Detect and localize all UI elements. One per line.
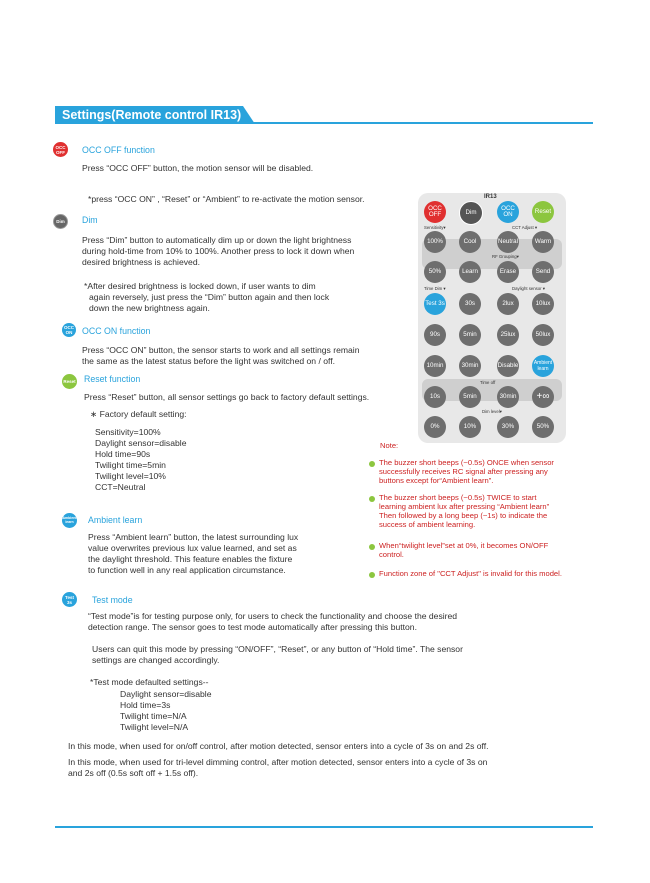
dim-icon: Dim	[53, 214, 68, 229]
remote-erase-button[interactable]: Erase	[497, 261, 519, 283]
remote-warm-button[interactable]: Warm	[532, 231, 554, 253]
remote-sensitivity-label: Sensitivity▾	[424, 225, 446, 230]
note-bullet-1	[369, 461, 375, 467]
occ-off-title: OCC OFF function	[82, 145, 155, 155]
remote-daylight-label: Daylight sensor ▾	[512, 286, 545, 291]
occ-off-icon: OCC OFF	[53, 142, 68, 157]
note-1-line-1: The buzzer short beeps (~0.5s) ONCE when sensor	[379, 458, 554, 467]
remote-occ-on-button[interactable]: OCC ON	[497, 201, 519, 223]
remote-time-dim-label: Time Dim ▾	[424, 286, 446, 291]
note-2-line-2: learning ambient lux after pressing “Ambient learn”	[379, 502, 550, 511]
remote-10lux-button[interactable]: 10lux	[532, 293, 554, 315]
test-default-twilight-time: Twilight time=N/A	[120, 711, 187, 721]
remote-test-button[interactable]: Test 3s	[424, 293, 446, 315]
occ-on-icon: OCC ON	[64, 325, 74, 335]
remote-5min-off-button[interactable]: 5min	[459, 386, 481, 408]
note-3-line-2: control.	[379, 550, 404, 559]
occ-off-text: Press “OCC OFF” button, the motion sensor will be disabled.	[82, 163, 314, 173]
test-defaults-title: *Test mode defaulted settings--	[90, 677, 209, 687]
test-default-twilight-level: Twilight level=N/A	[120, 722, 189, 732]
remote-learn-button[interactable]: Learn	[459, 261, 481, 283]
remote-30min-off-button[interactable]: 30min	[497, 386, 519, 408]
note-1-line-2: successfully receives RC signal after pressing any	[379, 467, 548, 476]
ambient-text-1: Press “Ambient learn” button, the latest surrounding lux	[88, 532, 299, 542]
ambient-text-2: value overwrites previous lux value learned, and set as	[88, 543, 297, 553]
reset-icon: Reset	[62, 374, 77, 389]
default-twilight-level: Twilight level=10%	[95, 471, 166, 481]
default-cct: CCT=Neutral	[95, 482, 146, 492]
occ-on-text-2: the same as the latest status before the light was switched on / off.	[82, 356, 336, 366]
remote-cool-button[interactable]: Cool	[459, 231, 481, 253]
remote-dim-button[interactable]: Dim	[459, 201, 483, 225]
remote-90s-button[interactable]: 90s	[424, 324, 446, 346]
remote-cct-label: CCT Adjust ▾	[512, 225, 538, 230]
remote-30s-button[interactable]: 30s	[459, 293, 481, 315]
remote-30min-button[interactable]: 30min	[459, 355, 481, 377]
test-mode-icon: Test 3s	[62, 592, 77, 607]
occ-on-title: OCC ON function	[82, 326, 151, 336]
note-3-line-1: When“twilight level”set at 0%, it becomes ON/OFF	[379, 541, 549, 550]
ambient-learn-icon: Ambient learn	[62, 513, 77, 528]
remote-disable-button[interactable]: Disable	[497, 355, 519, 377]
remote-ambient-learn-button[interactable]: Ambient learn	[532, 355, 554, 377]
note-bullet-2	[369, 496, 375, 502]
occ-off-note: *press “OCC ON” , “Reset” or “Ambient” to re-activate the motion sensor.	[88, 194, 365, 204]
test-default-hold: Hold time=3s	[120, 700, 171, 710]
dim-note-3: down the new brightness again.	[89, 303, 210, 313]
note-2-line-1: The buzzer short beeps (~0.5s) TWICE to start	[379, 493, 537, 502]
test-quit-2: settings are changed accordingly.	[92, 655, 220, 665]
test-text-1: “Test mode”is for testing purpose only, for users to check the functionality and choose the desired	[88, 611, 458, 621]
note-2-line-4: success of ambient learning.	[379, 520, 476, 529]
reset-title: Reset function	[84, 374, 141, 384]
test-trilevel-1: In this mode, when used for tri-level dimming control, after motion detected, sensor enters into a cycle of 3s on	[68, 757, 488, 767]
remote-0-button[interactable]: 0%	[424, 416, 446, 438]
note-1-line-3: buttons except for“Ambient learn”.	[379, 476, 494, 485]
remote-occ-off-button[interactable]: OCC OFF	[424, 201, 446, 223]
remote-rf-label: RF Grouping▾	[492, 254, 519, 259]
test-onoff-text: In this mode, when used for on/off control, after motion detected, sensor enters into a cycle of 3s on and 2s off.	[68, 741, 489, 751]
dim-note-2: again reversely, just press the “Dim” button again and then lock	[89, 292, 330, 302]
remote-10-button[interactable]: 10%	[459, 416, 481, 438]
remote-dim-level-label: Dim level▾	[482, 409, 502, 414]
notes-title: Note:	[380, 441, 399, 450]
remote-reset-button[interactable]: Reset	[532, 201, 554, 223]
remote-10min-button[interactable]: 10min	[424, 355, 446, 377]
note-4-line-1: Function zone of "CCT Adjust" is invalid for this model.	[379, 569, 562, 578]
remote-25lux-button[interactable]: 25lux	[497, 324, 519, 346]
occ-on-text-1: Press “OCC ON” button, the sensor starts to work and all settings remain	[82, 345, 360, 355]
remote-5min-button[interactable]: 5min	[459, 324, 481, 346]
remote-neutral-button[interactable]: Neutral	[497, 231, 519, 253]
dim-title: Dim	[82, 215, 98, 225]
default-hold-time: Hold time=90s	[95, 449, 151, 459]
remote-50-button[interactable]: 50%	[424, 261, 446, 283]
reset-text: Press “Reset” button, all sensor settings go back to factory default settings.	[84, 392, 370, 402]
note-bullet-3	[369, 544, 375, 550]
remote-50lux-button[interactable]: 50lux	[532, 324, 554, 346]
page-title: Settings(Remote control IR13)	[62, 108, 242, 122]
ambient-text-3: the daylight threshold. This feature enables the fixture	[88, 554, 293, 564]
remote-control	[418, 193, 566, 443]
dim-text-2: during hold-time from 10% to 100%. Another press to lock it down when	[82, 246, 355, 256]
footer-rule	[55, 826, 593, 828]
default-twilight-time: Twilight time=5min	[95, 460, 166, 470]
remote-model-label: IR13	[484, 194, 497, 200]
remote-10s-button[interactable]: 10s	[424, 386, 446, 408]
remote-50-level-button[interactable]: 50%	[532, 416, 554, 438]
remote-time-off-label: Time off	[480, 380, 496, 385]
dim-text-1: Press “Dim” button to automatically dim up or down the light brightness	[82, 235, 352, 245]
test-quit-1: Users can quit this mode by pressing “ON/OFF”, “Reset”, or any button of “Hold time”. The sensor	[92, 644, 463, 654]
ambient-learn-title: Ambient learn	[88, 515, 143, 525]
dim-note-1: *After desired brightness is locked down, if user wants to dim	[84, 281, 316, 291]
remote-infinity-button[interactable]: +∞	[532, 386, 554, 408]
test-text-2: detection range. The sensor goes to test mode automatically after pressing this button.	[88, 622, 417, 632]
test-mode-title: Test mode	[92, 595, 133, 605]
note-2-line-3: Then followed by a long beep (~1s) to indicate the	[379, 511, 548, 520]
ambient-text-4: to function well in any real application circumstance.	[88, 565, 286, 575]
test-default-daylight: Daylight sensor=disable	[120, 689, 212, 699]
remote-send-button[interactable]: Send	[532, 261, 554, 283]
remote-30-button[interactable]: 30%	[497, 416, 519, 438]
remote-2lux-button[interactable]: 2lux	[497, 293, 519, 315]
note-bullet-4	[369, 572, 375, 578]
dim-text-3: desired brightness is achieved.	[82, 257, 200, 267]
factory-default-title: ∗ Factory default setting:	[90, 409, 187, 419]
test-trilevel-2: and 2s off (0.5s soft off + 1.5s off).	[68, 768, 199, 778]
default-sensitivity: Sensitivity=100%	[95, 427, 161, 437]
remote-100-button[interactable]: 100%	[424, 231, 446, 253]
default-daylight: Daylight sensor=disable	[95, 438, 187, 448]
